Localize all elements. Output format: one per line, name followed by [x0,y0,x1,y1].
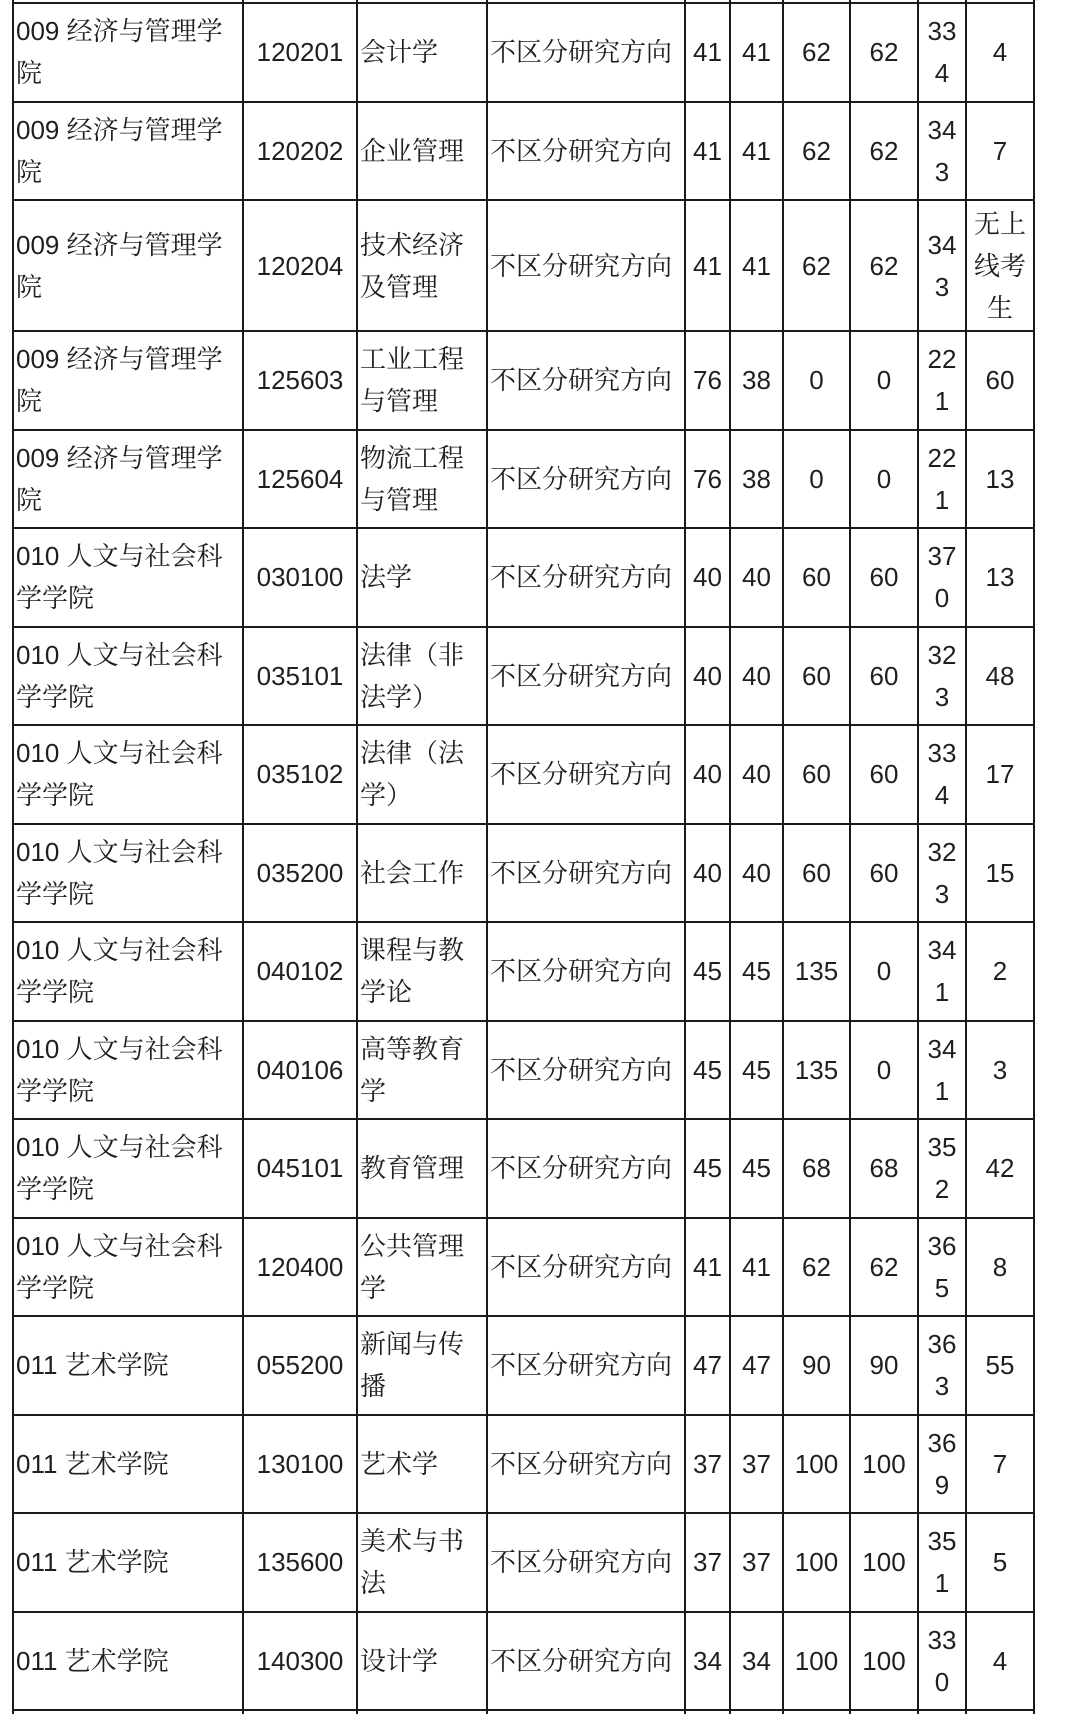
score-cell: 60 [783,725,850,824]
score-cell: 41 [730,102,783,201]
score-cell: 41 [685,200,730,331]
score-cell: 100 [783,1415,850,1514]
candidate-count-cell: 2 [966,922,1034,1021]
total-score-cell: 334 [918,3,966,102]
score-cell: 45 [685,1021,730,1120]
table-row [13,1612,1034,1711]
score-cell: 90 [783,1316,850,1415]
table-row [13,824,1034,923]
score-cell: 40 [685,627,730,726]
score-cell: 40 [730,824,783,923]
direction-cell: 不区分研究方向 [487,824,685,923]
score-cell: 68 [783,1119,850,1218]
major-code-cell: 135600 [243,1513,357,1612]
score-cell: 37 [685,1415,730,1514]
major-name-cell: 工业工程与管理 [357,331,487,430]
major-name-cell: 法律（非法学） [357,627,487,726]
candidate-count-cell: 48 [966,627,1034,726]
major-name-cell: 高等教育学 [357,1021,487,1120]
table-row [13,331,1034,430]
score-cell: 41 [730,3,783,102]
table-row [13,725,1034,824]
college-cell: 010 人文与社会科学学院 [13,824,243,923]
college-cell: 011 艺术学院 [13,1513,243,1612]
direction-cell: 不区分研究方向 [487,1316,685,1415]
score-cell: 37 [685,1513,730,1612]
table-body [13,0,1034,1714]
score-cell: 100 [850,1612,918,1711]
score-cell: 62 [783,1218,850,1317]
score-cell: 40 [685,725,730,824]
score-cell: 38 [730,331,783,430]
major-code-cell: 040106 [243,1021,357,1120]
score-cell: 0 [783,331,850,430]
score-cell: 0 [850,331,918,430]
total-score-cell: 352 [918,1119,966,1218]
table-row [13,1021,1034,1120]
table-row [13,1119,1034,1218]
college-cell: 009 经济与管理学院 [13,102,243,201]
partial-cell [850,1710,918,1714]
college-cell: 010 人文与社会科学学院 [13,1021,243,1120]
score-cell: 60 [850,725,918,824]
score-cell: 45 [685,1119,730,1218]
total-score-cell: 363 [918,1316,966,1415]
score-cell: 76 [685,430,730,529]
score-cell: 0 [850,1021,918,1120]
partial-row-bottom [13,1710,1034,1714]
score-cell: 60 [850,528,918,627]
major-name-cell: 美术与书法 [357,1513,487,1612]
candidate-count-cell: 7 [966,102,1034,201]
direction-cell: 不区分研究方向 [487,725,685,824]
score-cell: 62 [850,3,918,102]
score-cell: 62 [850,1218,918,1317]
total-score-cell: 343 [918,200,966,331]
score-cell: 45 [730,1119,783,1218]
major-code-cell: 120201 [243,3,357,102]
partial-cell [487,1710,685,1714]
candidate-count-cell: 13 [966,528,1034,627]
partial-cell [730,1710,783,1714]
candidate-count-cell: 17 [966,725,1034,824]
score-cell: 40 [685,528,730,627]
major-code-cell: 040102 [243,922,357,1021]
score-cell: 135 [783,922,850,1021]
candidate-count-cell: 4 [966,3,1034,102]
total-score-cell: 341 [918,1021,966,1120]
partial-cell [357,1710,487,1714]
college-cell: 009 经济与管理学院 [13,3,243,102]
total-score-cell: 221 [918,430,966,529]
major-code-cell: 130100 [243,1415,357,1514]
major-code-cell: 055200 [243,1316,357,1415]
score-cell: 45 [730,922,783,1021]
score-cell: 135 [783,1021,850,1120]
score-cell: 90 [850,1316,918,1415]
score-cell: 62 [783,200,850,331]
major-code-cell: 125603 [243,331,357,430]
total-score-cell: 370 [918,528,966,627]
college-cell: 010 人文与社会科学学院 [13,528,243,627]
partial-cell [918,1710,966,1714]
major-name-cell: 设计学 [357,1612,487,1711]
direction-cell: 不区分研究方向 [487,200,685,331]
score-cell: 37 [730,1513,783,1612]
score-cell: 47 [730,1316,783,1415]
college-cell: 009 经济与管理学院 [13,331,243,430]
score-cell: 41 [685,102,730,201]
score-cell: 0 [850,430,918,529]
candidate-count-cell: 13 [966,430,1034,529]
direction-cell: 不区分研究方向 [487,1612,685,1711]
major-name-cell: 课程与教学论 [357,922,487,1021]
score-cell: 40 [685,824,730,923]
total-score-cell: 369 [918,1415,966,1514]
candidate-count-cell: 无上线考生 [966,200,1034,331]
candidate-count-cell: 8 [966,1218,1034,1317]
total-score-cell: 341 [918,922,966,1021]
total-score-cell: 221 [918,331,966,430]
major-code-cell: 045101 [243,1119,357,1218]
score-cell: 68 [850,1119,918,1218]
score-cell: 100 [783,1513,850,1612]
score-cell: 41 [730,200,783,331]
direction-cell: 不区分研究方向 [487,1218,685,1317]
total-score-cell: 365 [918,1218,966,1317]
score-cell: 62 [850,102,918,201]
major-code-cell: 035200 [243,824,357,923]
table-row [13,200,1034,331]
partial-cell [783,1710,850,1714]
score-cell: 34 [730,1612,783,1711]
score-cell: 100 [783,1612,850,1711]
candidate-count-cell: 60 [966,331,1034,430]
partial-cell [13,1710,243,1714]
score-cell: 45 [730,1021,783,1120]
major-code-cell: 120400 [243,1218,357,1317]
partial-cell [685,1710,730,1714]
direction-cell: 不区分研究方向 [487,1119,685,1218]
direction-cell: 不区分研究方向 [487,331,685,430]
score-cell: 60 [783,627,850,726]
total-score-cell: 343 [918,102,966,201]
partial-cell [243,1710,357,1714]
table-row [13,430,1034,529]
direction-cell: 不区分研究方向 [487,1415,685,1514]
total-score-cell: 330 [918,1612,966,1711]
candidate-count-cell: 3 [966,1021,1034,1120]
major-name-cell: 会计学 [357,3,487,102]
table-row [13,1218,1034,1317]
table-row [13,627,1034,726]
candidate-count-cell: 15 [966,824,1034,923]
table-row [13,1513,1034,1612]
score-cell: 38 [730,430,783,529]
table-row [13,922,1034,1021]
score-cell: 60 [850,824,918,923]
major-name-cell: 技术经济及管理 [357,200,487,331]
score-cell: 40 [730,528,783,627]
score-cell: 0 [850,922,918,1021]
total-score-cell: 323 [918,627,966,726]
score-cell: 100 [850,1513,918,1612]
score-cell: 41 [730,1218,783,1317]
candidate-count-cell: 55 [966,1316,1034,1415]
total-score-cell: 334 [918,725,966,824]
major-name-cell: 法律（法学） [357,725,487,824]
score-table [12,0,1035,1714]
table-row [13,1415,1034,1514]
score-cell: 62 [783,102,850,201]
major-code-cell: 035101 [243,627,357,726]
score-cell: 60 [850,627,918,726]
direction-cell: 不区分研究方向 [487,1513,685,1612]
major-code-cell: 120204 [243,200,357,331]
direction-cell: 不区分研究方向 [487,1021,685,1120]
direction-cell: 不区分研究方向 [487,102,685,201]
score-cell: 40 [730,725,783,824]
score-cell: 47 [685,1316,730,1415]
score-cell: 37 [730,1415,783,1514]
partial-cell [966,1710,1034,1714]
table-row [13,3,1034,102]
score-cell: 34 [685,1612,730,1711]
score-cell: 76 [685,331,730,430]
direction-cell: 不区分研究方向 [487,430,685,529]
major-name-cell: 社会工作 [357,824,487,923]
table-row [13,528,1034,627]
candidate-count-cell: 5 [966,1513,1034,1612]
score-cell: 41 [685,1218,730,1317]
candidate-count-cell: 4 [966,1612,1034,1711]
score-cell: 60 [783,528,850,627]
major-name-cell: 法学 [357,528,487,627]
score-cell: 100 [850,1415,918,1514]
score-cell: 40 [730,627,783,726]
direction-cell: 不区分研究方向 [487,3,685,102]
major-code-cell: 120202 [243,102,357,201]
table-row [13,102,1034,201]
score-cell: 60 [783,824,850,923]
major-name-cell: 公共管理学 [357,1218,487,1317]
direction-cell: 不区分研究方向 [487,627,685,726]
major-name-cell: 新闻与传播 [357,1316,487,1415]
college-cell: 010 人文与社会科学学院 [13,725,243,824]
direction-cell: 不区分研究方向 [487,528,685,627]
total-score-cell: 323 [918,824,966,923]
major-code-cell: 125604 [243,430,357,529]
score-cell: 41 [685,3,730,102]
score-cell: 62 [850,200,918,331]
college-cell: 010 人文与社会科学学院 [13,627,243,726]
college-cell: 011 艺术学院 [13,1316,243,1415]
table-row [13,1316,1034,1415]
college-cell: 010 人文与社会科学学院 [13,1218,243,1317]
major-code-cell: 030100 [243,528,357,627]
score-cell: 45 [685,922,730,1021]
major-name-cell: 教育管理 [357,1119,487,1218]
major-code-cell: 140300 [243,1612,357,1711]
direction-cell: 不区分研究方向 [487,922,685,1021]
candidate-count-cell: 42 [966,1119,1034,1218]
college-cell: 009 经济与管理学院 [13,200,243,331]
major-code-cell: 035102 [243,725,357,824]
score-cell: 0 [783,430,850,529]
score-cell: 62 [783,3,850,102]
total-score-cell: 351 [918,1513,966,1612]
candidate-count-cell: 7 [966,1415,1034,1514]
college-cell: 011 艺术学院 [13,1612,243,1711]
major-name-cell: 物流工程与管理 [357,430,487,529]
college-cell: 011 艺术学院 [13,1415,243,1514]
college-cell: 010 人文与社会科学学院 [13,1119,243,1218]
college-cell: 009 经济与管理学院 [13,430,243,529]
major-name-cell: 艺术学 [357,1415,487,1514]
major-name-cell: 企业管理 [357,102,487,201]
college-cell: 010 人文与社会科学学院 [13,922,243,1021]
